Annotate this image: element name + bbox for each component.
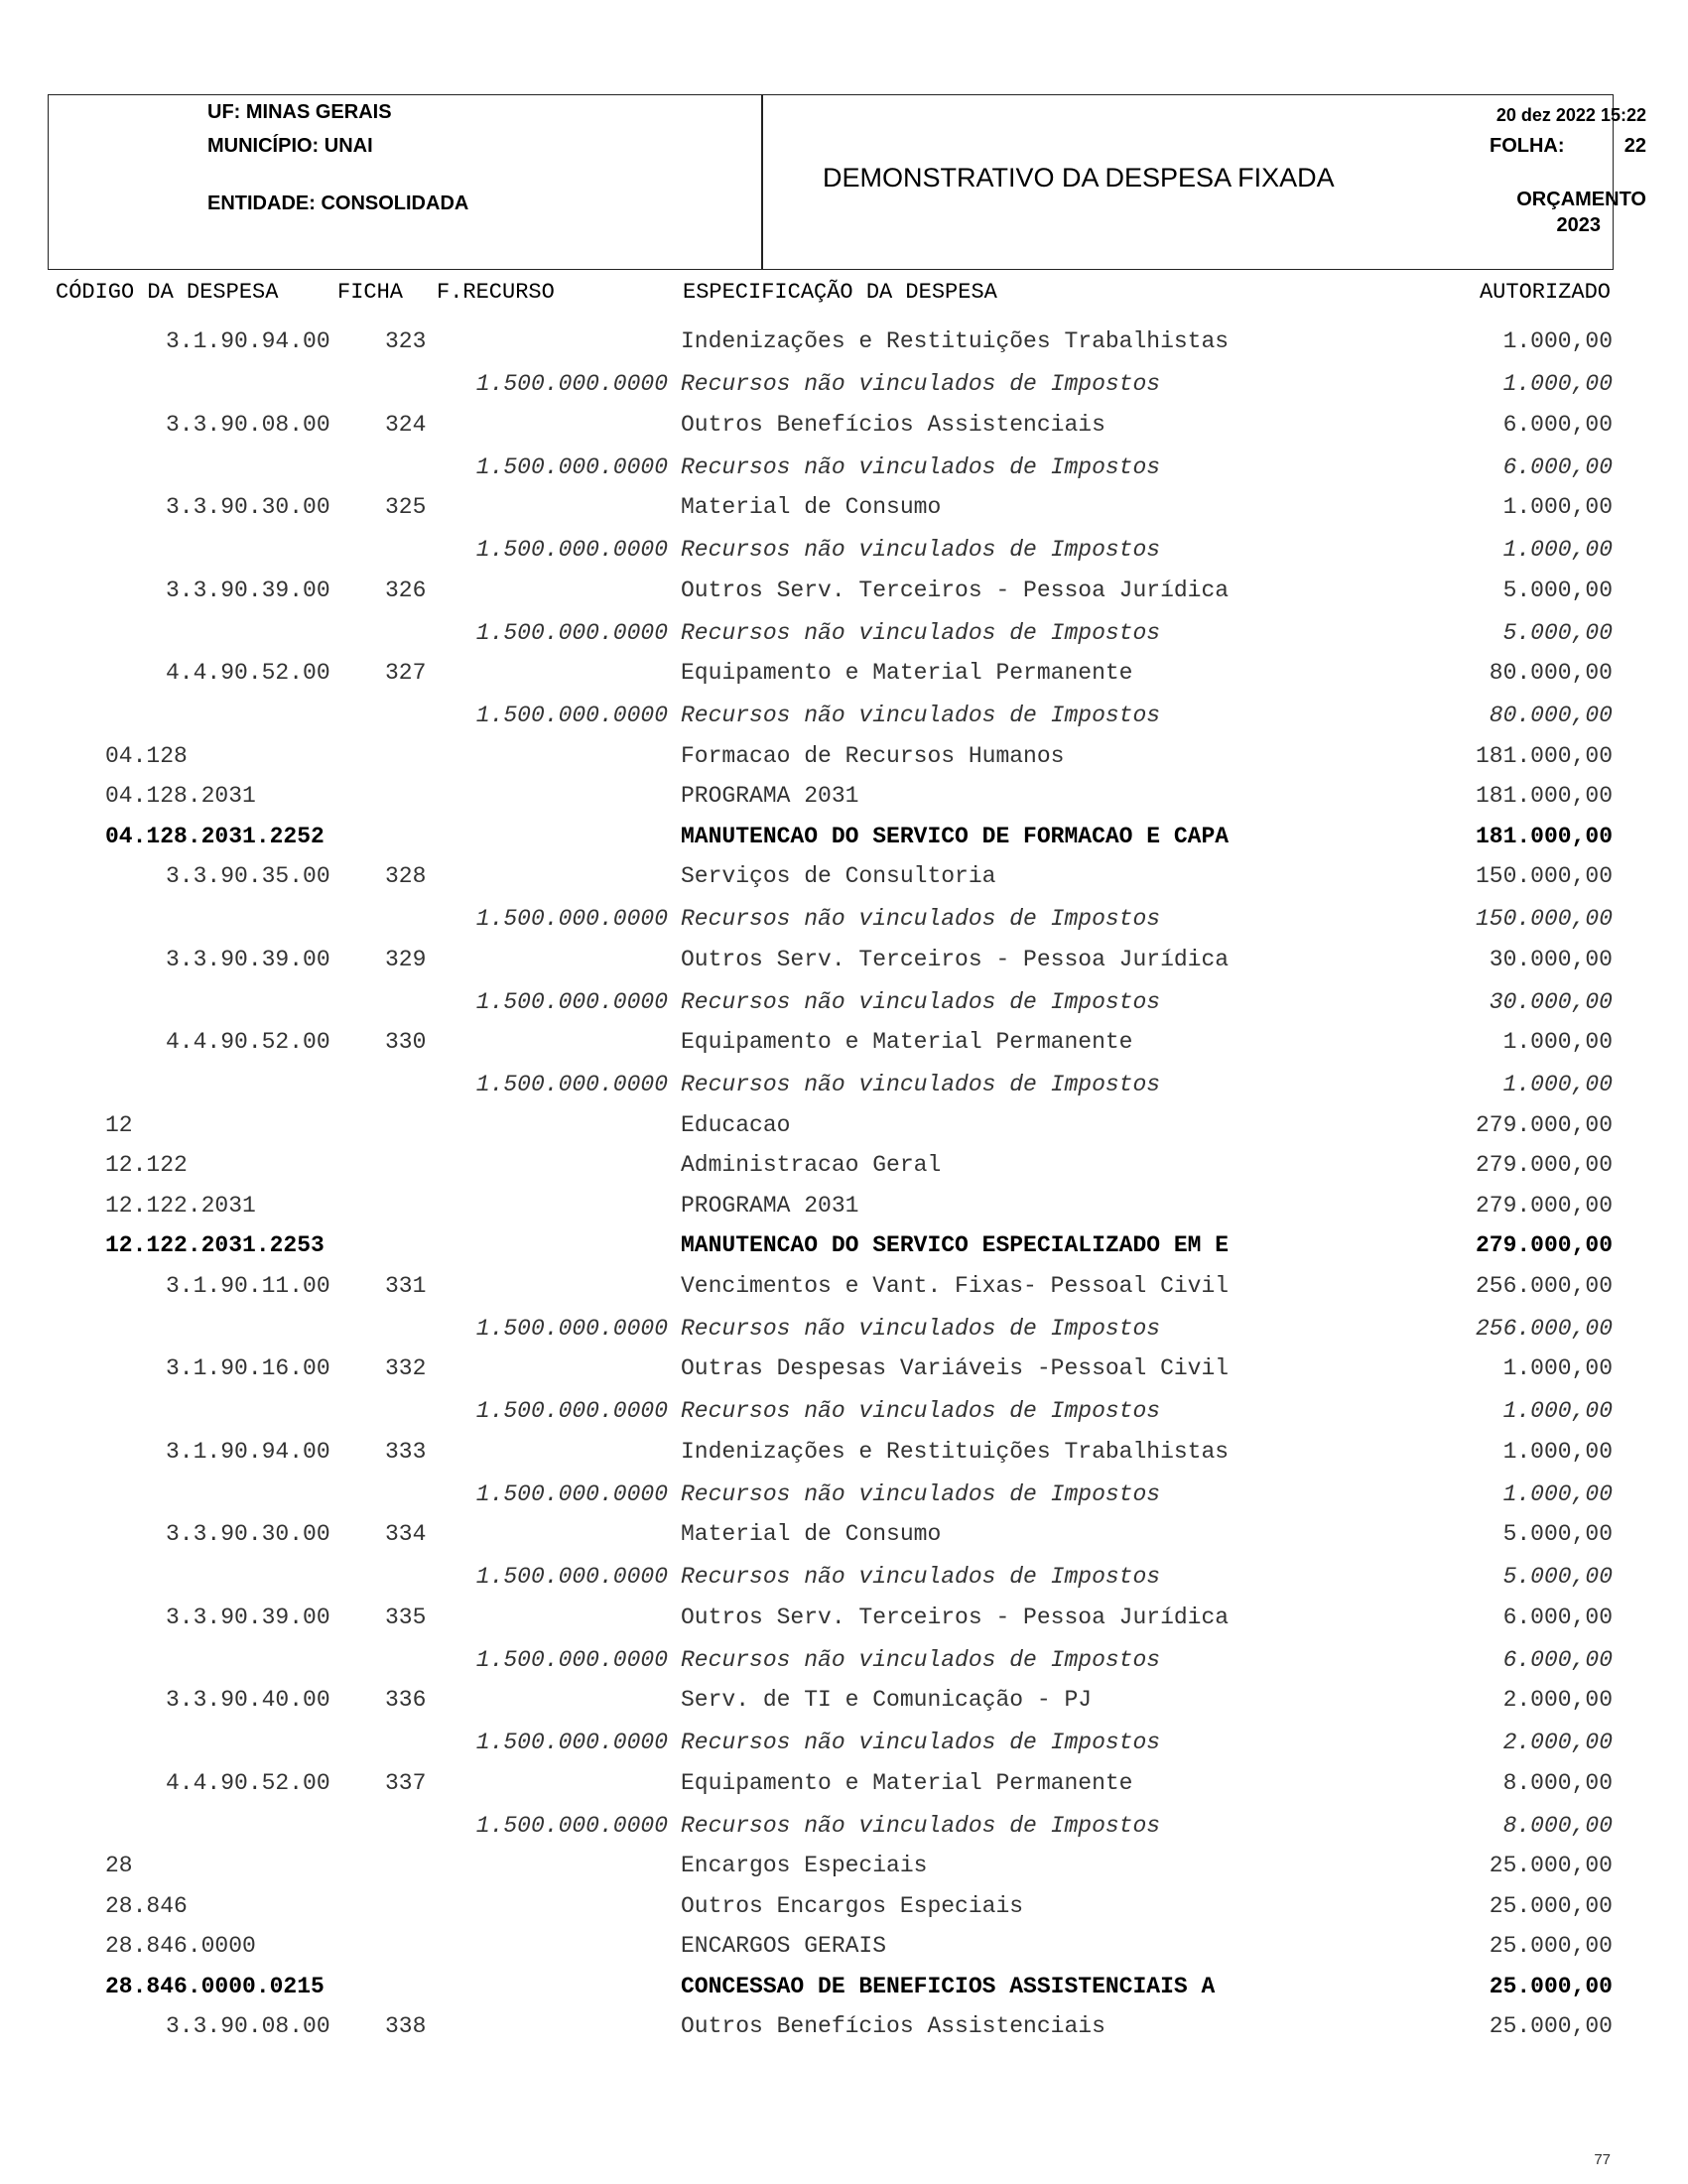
table-row (0, 1144, 1688, 1184)
ficha-number: 331 (385, 1272, 427, 1299)
authorized-value: 25.000,00 (1489, 2013, 1613, 2039)
authorized-value: 5.000,00 (1502, 577, 1613, 603)
expense-code: 3.3.90.08.00 (166, 2013, 330, 2039)
authorized-value: 25.000,00 (1489, 1853, 1613, 1878)
uf-label: UF: MINAS GERAIS (207, 101, 392, 123)
expense-code: 4.4.90.52.00 (166, 1769, 330, 1796)
expense-description: Indenizações e Restituições Trabalhistas (681, 1438, 1230, 1465)
expense-code: 3.3.90.30.00 (166, 1521, 330, 1547)
expense-description: MANUTENCAO DO SERVICO ESPECIALIZADO EM E (681, 1232, 1230, 1258)
authorized-value: 1.000,00 (1502, 1398, 1613, 1424)
expense-code: 3.3.90.39.00 (166, 577, 330, 603)
table-row (0, 1679, 1688, 1719)
expense-description: Outros Benefícios Assistenciais (681, 411, 1105, 438)
resource-code: 1.500.000.0000 (475, 619, 668, 646)
authorized-value: 279.000,00 (1475, 1152, 1613, 1178)
expense-code: 3.3.90.39.00 (166, 946, 330, 972)
resource-row (0, 1064, 1688, 1103)
entidade-label: ENTIDADE: CONSOLIDADA (207, 193, 469, 214)
table-row (0, 855, 1688, 895)
expense-description: Outras Despesas Variáveis -Pessoal Civil (681, 1355, 1230, 1381)
folha-label: FOLHA: (1490, 135, 1565, 157)
report-datetime: 20 dez 2022 15:22 (1495, 105, 1646, 125)
table-row (0, 2005, 1688, 2045)
table-row (0, 1966, 1688, 2005)
resource-code: 1.500.000.0000 (475, 453, 668, 480)
authorized-value: 279.000,00 (1475, 1111, 1613, 1138)
table-row (0, 1925, 1688, 1965)
authorized-value: 8.000,00 (1502, 1812, 1613, 1839)
authorized-value: 181.000,00 (1475, 783, 1613, 809)
table-row (0, 570, 1688, 609)
resource-code: 1.500.000.0000 (475, 1646, 668, 1673)
table-row (0, 1104, 1688, 1144)
resource-row (0, 898, 1688, 938)
folha-number: 22 (1623, 135, 1646, 157)
program-code: 04.128.2031.2252 (105, 823, 325, 849)
table-row (0, 486, 1688, 526)
table-row (0, 1845, 1688, 1884)
orcamento-year: 2023 (1556, 214, 1601, 236)
authorized-value: 80.000,00 (1489, 703, 1613, 728)
expense-code: 3.3.90.30.00 (166, 494, 330, 520)
expense-code: 3.3.90.35.00 (166, 863, 330, 889)
ficha-number: 334 (385, 1521, 427, 1547)
table-row (0, 1224, 1688, 1264)
resource-row (0, 1722, 1688, 1761)
table-row (0, 1431, 1688, 1471)
expense-description: Recursos não vinculados de Impostos (681, 1398, 1161, 1424)
expense-description: Recursos não vinculados de Impostos (681, 1315, 1161, 1342)
expense-description: CONCESSAO DE BENEFICIOS ASSISTENCIAIS A (681, 1973, 1216, 1999)
expense-description: Serv. de TI e Comunicação - PJ (681, 1687, 1093, 1713)
table-row (0, 816, 1688, 855)
expense-code: 3.3.90.40.00 (166, 1687, 330, 1713)
expense-description: Encargos Especiais (681, 1853, 928, 1878)
authorized-value: 1.000,00 (1502, 1438, 1613, 1465)
ficha-number: 338 (385, 2013, 427, 2039)
expense-description: Educacao (681, 1111, 791, 1138)
resource-row (0, 1805, 1688, 1845)
program-code: 04.128.2031 (105, 783, 256, 809)
table-row (0, 1265, 1688, 1305)
table-row (0, 735, 1688, 775)
authorized-value: 2.000,00 (1502, 1730, 1613, 1755)
resource-row (0, 981, 1688, 1021)
table-row (0, 775, 1688, 815)
ficha-number: 329 (385, 946, 427, 972)
page-number: 77 (1594, 2151, 1611, 2168)
expense-description: Recursos não vinculados de Impostos (681, 1730, 1161, 1755)
col-especificacao: ESPECIFICAÇÃO DA DESPESA (683, 280, 997, 305)
authorized-value: 5.000,00 (1502, 1564, 1613, 1590)
expense-description: Recursos não vinculados de Impostos (681, 906, 1161, 932)
expense-description: Recursos não vinculados de Impostos (681, 1564, 1161, 1590)
expense-description: PROGRAMA 2031 (681, 783, 859, 809)
resource-code: 1.500.000.0000 (475, 1480, 668, 1507)
resource-row (0, 1556, 1688, 1596)
authorized-value: 8.000,00 (1502, 1769, 1613, 1796)
authorized-value: 1.000,00 (1502, 328, 1613, 354)
col-autorizado: AUTORIZADO (1479, 280, 1611, 305)
authorized-value: 1.000,00 (1502, 1355, 1613, 1381)
authorized-value: 279.000,00 (1475, 1192, 1613, 1219)
resource-row (0, 363, 1688, 403)
authorized-value: 6.000,00 (1502, 1604, 1613, 1630)
table-row (0, 939, 1688, 978)
table-row (0, 1021, 1688, 1061)
program-code: 12.122.2031 (105, 1192, 256, 1219)
resource-row (0, 1308, 1688, 1348)
authorized-value: 30.000,00 (1489, 946, 1613, 972)
ficha-number: 333 (385, 1438, 427, 1465)
authorized-value: 150.000,00 (1475, 863, 1613, 889)
expense-description: PROGRAMA 2031 (681, 1192, 859, 1219)
expense-description: Outros Encargos Especiais (681, 1892, 1024, 1919)
col-codigo: CÓDIGO DA DESPESA (56, 280, 279, 305)
expense-description: Outros Serv. Terceiros - Pessoa Jurídica (681, 577, 1230, 603)
ficha-number: 323 (385, 328, 427, 354)
expense-description: Recursos não vinculados de Impostos (681, 453, 1161, 480)
expense-description: Recursos não vinculados de Impostos (681, 988, 1161, 1015)
expense-description: ENCARGOS GERAIS (681, 1933, 887, 1959)
table-row (0, 321, 1688, 360)
resource-row (0, 695, 1688, 734)
table-row (0, 1348, 1688, 1387)
program-code: 28.846.0000 (105, 1933, 256, 1959)
authorized-value: 25.000,00 (1489, 1892, 1613, 1919)
authorized-value: 181.000,00 (1475, 742, 1613, 769)
expense-description: Recursos não vinculados de Impostos (681, 1812, 1161, 1839)
table-row (0, 652, 1688, 692)
ficha-number: 327 (385, 660, 427, 686)
ficha-number: 337 (385, 1769, 427, 1796)
expense-description: Equipamento e Material Permanente (681, 1769, 1133, 1796)
ficha-number: 325 (385, 494, 427, 520)
expense-code: 4.4.90.52.00 (166, 1029, 330, 1055)
resource-code: 1.500.000.0000 (475, 371, 668, 397)
authorized-value: 80.000,00 (1489, 660, 1613, 686)
authorized-value: 256.000,00 (1475, 1272, 1613, 1299)
expense-code: 3.3.90.39.00 (166, 1604, 330, 1630)
expense-code: 3.1.90.11.00 (166, 1272, 330, 1299)
expense-description: Recursos não vinculados de Impostos (681, 1646, 1161, 1673)
expense-description: Recursos não vinculados de Impostos (681, 371, 1161, 397)
expense-description: Administracao Geral (681, 1152, 942, 1178)
authorized-value: 25.000,00 (1489, 1933, 1613, 1959)
expense-description: MANUTENCAO DO SERVICO DE FORMACAO E CAPA (681, 823, 1230, 849)
resource-code: 1.500.000.0000 (475, 1072, 668, 1097)
authorized-value: 5.000,00 (1502, 1521, 1613, 1547)
expense-description: Outros Serv. Terceiros - Pessoa Jurídica (681, 1604, 1230, 1630)
resource-row (0, 1390, 1688, 1430)
expense-description: Serviços de Consultoria (681, 863, 996, 889)
resource-row (0, 1474, 1688, 1513)
authorized-value: 25.000,00 (1489, 1973, 1613, 1999)
resource-row (0, 529, 1688, 569)
table-row (0, 1513, 1688, 1553)
program-code: 12 (105, 1111, 133, 1138)
resource-code: 1.500.000.0000 (475, 988, 668, 1015)
authorized-value: 6.000,00 (1502, 1646, 1613, 1673)
ficha-number: 324 (385, 411, 427, 438)
table-row (0, 404, 1688, 444)
program-code: 28 (105, 1853, 133, 1878)
authorized-value: 6.000,00 (1502, 453, 1613, 480)
authorized-value: 256.000,00 (1475, 1315, 1613, 1342)
authorized-value: 2.000,00 (1502, 1687, 1613, 1713)
authorized-value: 150.000,00 (1475, 906, 1613, 932)
program-code: 28.846.0000.0215 (105, 1973, 325, 1999)
expense-description: Recursos não vinculados de Impostos (681, 619, 1161, 646)
table-row (0, 1185, 1688, 1224)
program-code: 12.122 (105, 1152, 188, 1178)
expense-description: Material de Consumo (681, 1521, 942, 1547)
expense-description: Outros Serv. Terceiros - Pessoa Jurídica (681, 946, 1230, 972)
ficha-number: 326 (385, 577, 427, 603)
expense-description: Recursos não vinculados de Impostos (681, 1072, 1161, 1097)
authorized-value: 1.000,00 (1502, 1072, 1613, 1097)
resource-code: 1.500.000.0000 (475, 1812, 668, 1839)
expense-code: 3.3.90.08.00 (166, 411, 330, 438)
expense-description: Equipamento e Material Permanente (681, 1029, 1133, 1055)
authorized-value: 1.000,00 (1502, 537, 1613, 563)
resource-code: 1.500.000.0000 (475, 906, 668, 932)
ficha-number: 336 (385, 1687, 427, 1713)
expense-code: 4.4.90.52.00 (166, 660, 330, 686)
municipio-label: MUNICÍPIO: UNAI (207, 135, 373, 157)
resource-code: 1.500.000.0000 (475, 1730, 668, 1755)
expense-description: Equipamento e Material Permanente (681, 660, 1133, 686)
header-divider (761, 95, 763, 269)
resource-row (0, 612, 1688, 652)
resource-row (0, 1639, 1688, 1679)
authorized-value: 1.000,00 (1502, 1029, 1613, 1055)
authorized-value: 1.000,00 (1502, 371, 1613, 397)
authorized-value: 1.000,00 (1502, 1480, 1613, 1507)
report-header (48, 94, 1646, 270)
ficha-number: 335 (385, 1604, 427, 1630)
expense-description: Outros Benefícios Assistenciais (681, 2013, 1105, 2039)
expense-description: Vencimentos e Vant. Fixas- Pessoal Civil (681, 1272, 1230, 1299)
program-code: 28.846 (105, 1892, 188, 1919)
header-right-block (1404, 95, 1660, 269)
table-row (0, 1762, 1688, 1802)
resource-code: 1.500.000.0000 (475, 1564, 668, 1590)
resource-row (0, 447, 1688, 486)
report-title: DEMONSTRATIVO DA DESPESA FIXADA (823, 163, 1335, 193)
table-row (0, 1597, 1688, 1636)
expense-code: 3.1.90.94.00 (166, 328, 330, 354)
authorized-value: 181.000,00 (1475, 823, 1613, 849)
program-code: 12.122.2031.2253 (105, 1232, 325, 1258)
expense-description: Formacao de Recursos Humanos (681, 742, 1065, 769)
program-code: 04.128 (105, 742, 188, 769)
resource-code: 1.500.000.0000 (475, 703, 668, 728)
col-recurso: F.RECURSO (437, 280, 555, 305)
authorized-value: 6.000,00 (1502, 411, 1613, 438)
expense-code: 3.1.90.94.00 (166, 1438, 330, 1465)
ficha-number: 328 (385, 863, 427, 889)
authorized-value: 30.000,00 (1489, 988, 1613, 1015)
authorized-value: 5.000,00 (1502, 619, 1613, 646)
ficha-number: 330 (385, 1029, 427, 1055)
resource-code: 1.500.000.0000 (475, 1398, 668, 1424)
expense-description: Recursos não vinculados de Impostos (681, 537, 1161, 563)
authorized-value: 1.000,00 (1502, 494, 1613, 520)
expense-description: Indenizações e Restituições Trabalhistas (681, 328, 1230, 354)
ficha-number: 332 (385, 1355, 427, 1381)
resource-code: 1.500.000.0000 (475, 537, 668, 563)
expense-code: 3.1.90.16.00 (166, 1355, 330, 1381)
table-row (0, 1885, 1688, 1925)
orcamento-label: ORÇAMENTO (1516, 189, 1646, 210)
col-ficha: FICHA (337, 280, 404, 305)
authorized-value: 279.000,00 (1475, 1232, 1613, 1258)
expense-description: Recursos não vinculados de Impostos (681, 1480, 1161, 1507)
resource-code: 1.500.000.0000 (475, 1315, 668, 1342)
expense-description: Recursos não vinculados de Impostos (681, 703, 1161, 728)
expense-description: Material de Consumo (681, 494, 942, 520)
